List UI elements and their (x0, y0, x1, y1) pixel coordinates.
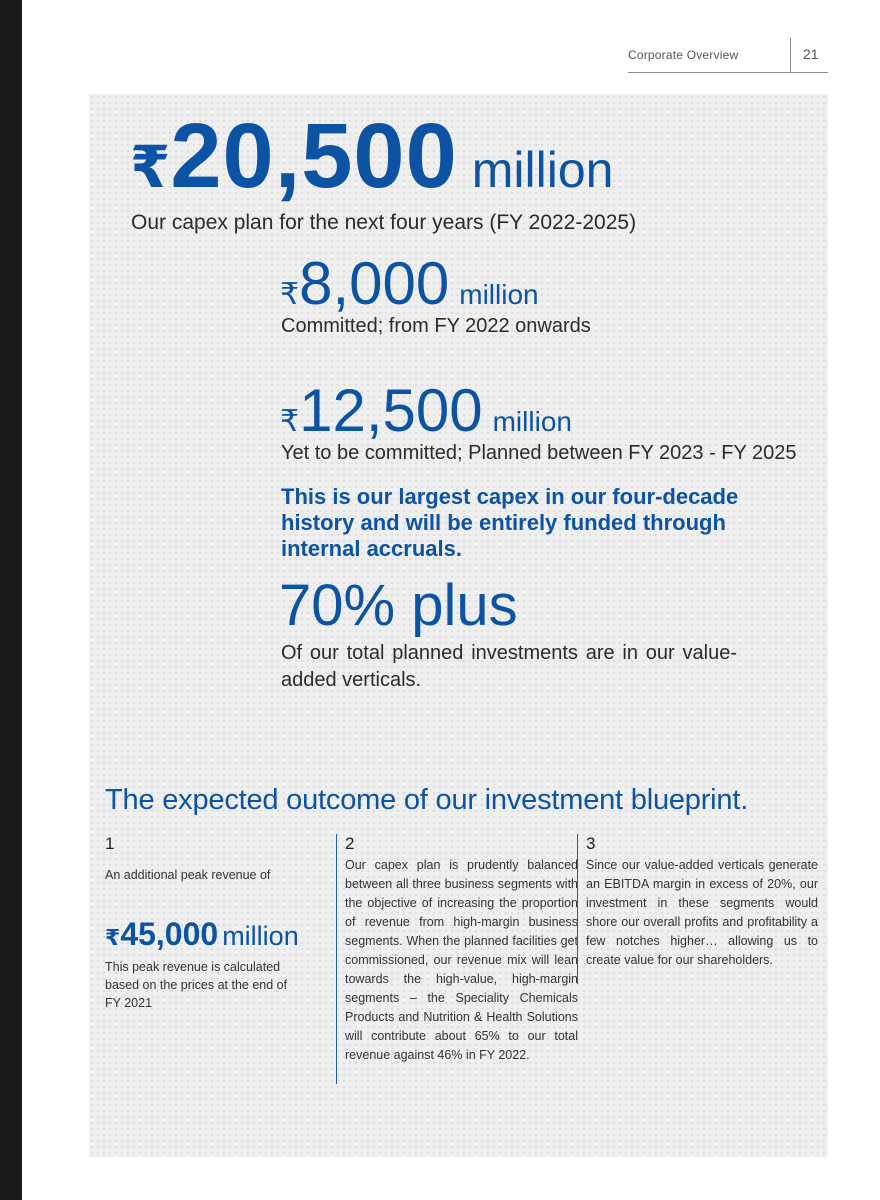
rupee-symbol: ₹ (130, 135, 171, 200)
capex-committed-caption: Committed; from FY 2022 onwards (281, 315, 591, 337)
outcome-number: 2 (345, 834, 355, 853)
peak-revenue-amount (105, 918, 299, 950)
capex-highlight-statement: This is our largest capex in our four-decade history and will be entirely funded through internal accruals. (281, 484, 739, 561)
peak-revenue-unit: million (222, 921, 299, 951)
rupee-symbol: ₹ (105, 925, 121, 950)
outcome-number: 3 (586, 834, 596, 853)
value-added-share-caption: Of our total planned investments are in our value-added verticals. (281, 642, 737, 691)
capex-uncommitted-caption: Yet to be committed; Planned between FY 2023 - FY 2025 (281, 442, 797, 464)
rupee-symbol: ₹ (280, 278, 300, 311)
capex-committed-amount (280, 250, 539, 317)
capex-committed-unit: million (459, 279, 539, 310)
peak-revenue-number: 45,000 (120, 916, 219, 952)
capex-uncommitted-amount (280, 377, 572, 444)
rupee-symbol: ₹ (280, 405, 300, 438)
outcome-text: Our capex plan is prudently balanced between all three business segments with the objective of increasing the proportion of revenue from high-margin business segments. When the planned facilities get commissioned, our revenue mix will lean towards the high-value, high-margin segments – the Speciality Chemicals Products and Nutrition & Health Solutions will contribute about 65% to our total revenue against 46% in FY 2022. (345, 858, 578, 1062)
outcome-column-1 (105, 834, 325, 885)
outcome-column-3 (577, 834, 818, 984)
outcome-column-2 (336, 834, 578, 1084)
header-divider (790, 38, 791, 72)
capex-uncommitted-number: 12,500 (299, 377, 483, 444)
capex-total-amount (130, 105, 614, 207)
page-header (628, 38, 828, 73)
capex-committed-number: 8,000 (299, 250, 450, 317)
page-number: 21 (803, 46, 819, 62)
capex-uncommitted-unit: million (492, 406, 572, 437)
peak-revenue-note: This peak revenue is calculated based on the prices at the end of FY 2021 (105, 960, 288, 1010)
section-name: Corporate Overview (628, 48, 739, 62)
outcome-number: 1 (105, 834, 115, 853)
outcome-text: Since our value-added verticals generate an EBITDA margin in excess of 20%, our investment in these segments would shore our overall profits and profitability a few notches higher… allowing us to create value for our shareholders. (586, 858, 818, 967)
capex-total-caption: Our capex plan for the next four years (FY 2022-2025) (131, 211, 637, 234)
capex-total-unit: million (471, 142, 614, 198)
outcome-text: An additional peak revenue of (105, 868, 271, 882)
blueprint-title: The expected outcome of our investment blueprint. (105, 784, 749, 816)
capex-total-number: 20,500 (170, 105, 458, 207)
page-binding-edge (0, 0, 22, 1200)
value-added-share: 70% plus (279, 573, 518, 638)
